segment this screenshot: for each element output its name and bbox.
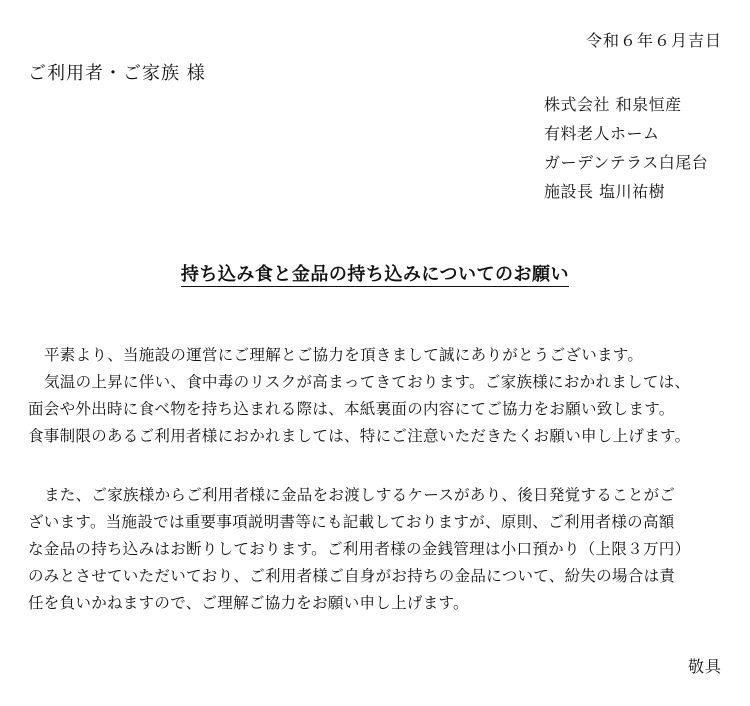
paragraph-line: 面会や外出時に食べ物を持ち込まれる際は、本紙裏面の内容にてご協力をお願い致します。 [28, 400, 675, 418]
issue-date: 令和６年６月吉日 [585, 31, 722, 50]
paragraph-line: 気温の上昇に伴い、食中毒のリスクが高まってきております。ご家族様におかれましては、 [44, 373, 691, 391]
paragraph-line: 平素より、当施設の運営にご理解とご協力を頂きまして誠にありがとうございます。 [44, 346, 644, 364]
paragraph-greeting [28, 342, 734, 450]
paragraph-line: また、ご家族様からご利用者様に金品をお渡しするケースがあり、後日発覚することがご [44, 486, 676, 504]
paragraph-line: 食事制限のあるご利用者様におかれましては、特にご注意いただきたくお願い申し上げます。 [28, 427, 691, 445]
paragraph-line: 任を負いかねますので、ご理解ご協力をお願い申し上げます。 [28, 594, 469, 612]
closing-word: 敬具 [687, 657, 722, 676]
sender-facility-name: ガーデンテラス白尾台 [544, 153, 709, 172]
paragraph-line: ざいます。当施設では重要事項説明書等にも記載しておりますが、原則、ご利用者様の高額 [28, 513, 675, 531]
sender-facility-type: 有料老人ホーム [544, 124, 660, 143]
sender-company: 株式会社 和泉恒産 [544, 95, 682, 114]
paragraph-valuables [28, 482, 734, 617]
recipient-line: ご利用者・ご家族 様 [28, 63, 206, 84]
document-title: 持ち込み食と金品の持ち込みについてのお願い [180, 264, 570, 285]
paragraph-line: のみとさせていただいており、ご利用者様ご自身がお持ちの金品について、紛失の場合は責 [28, 567, 676, 585]
sender-director: 施設長 塩川祐樹 [544, 182, 666, 201]
document-title-wrapper [0, 260, 750, 286]
paragraph-line: な金品の持ち込みはお断りしております。ご利用者様の金銭管理は小口預かり（上限３万円） [28, 540, 691, 558]
sender-block [544, 90, 708, 206]
